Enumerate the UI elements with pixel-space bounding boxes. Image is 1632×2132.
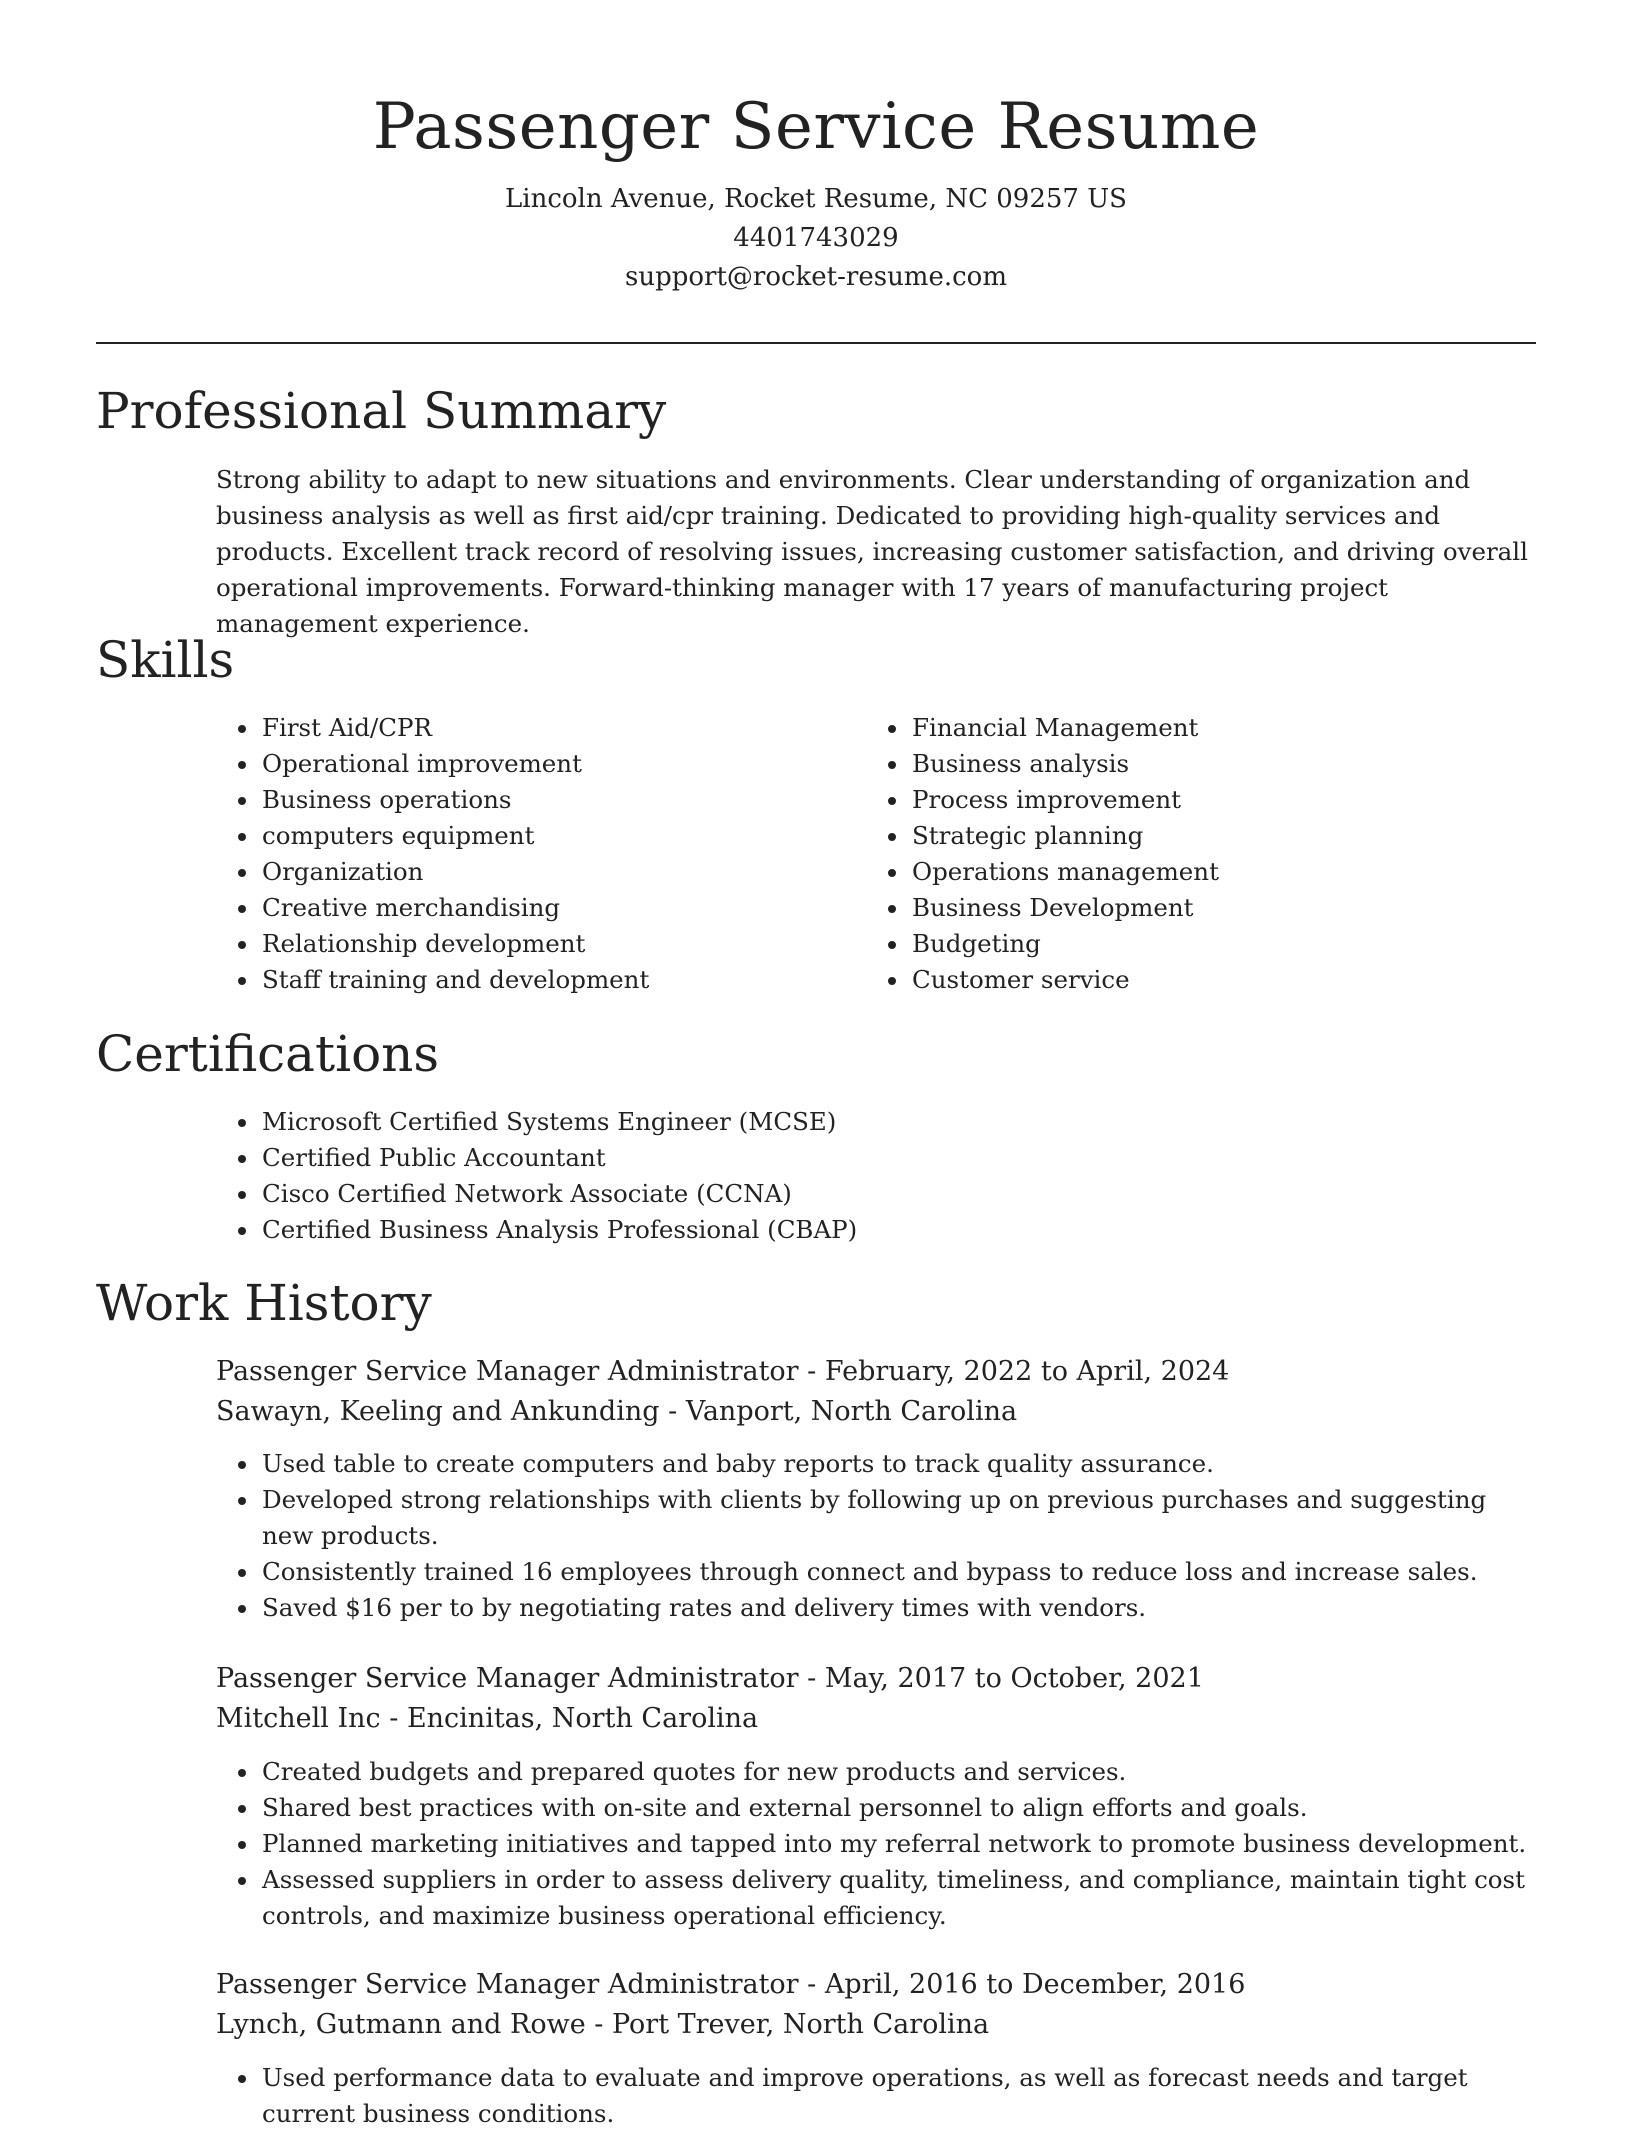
certification-item: • Certified Public Accountant	[260, 1140, 1536, 1176]
skill-item: • Relationship development	[260, 926, 820, 962]
job-bullet: • Used performance data to evaluate and improve operations, as well as forecast needs and target current business conditions.	[260, 2060, 1536, 2132]
job-bullets	[216, 1754, 1536, 1934]
skill-item: • Business Development	[910, 890, 1510, 926]
job-dates: April, 2016 to December, 2016	[824, 1969, 1246, 2000]
job-header	[216, 1352, 1536, 1432]
job-bullet: • Saved $16 per to by negotiating rates and delivery times with vendors.	[260, 1590, 1536, 1626]
certifications-list	[216, 1104, 1536, 1248]
contact-email: support@rocket-resume.com	[624, 262, 1007, 292]
skill-item: • Operations management	[910, 854, 1510, 890]
job-header	[216, 1659, 1536, 1739]
job-location: Encinitas, North Carolina	[406, 1703, 759, 1734]
job-title-line	[216, 1352, 1536, 1392]
job-dates: February, 2022 to April, 2024	[824, 1356, 1230, 1387]
job-bullet: • Developed strong relationships with clients by following up on previous purchases and suggesting new products.	[260, 1482, 1536, 1554]
skill-item: • Budgeting	[910, 926, 1510, 962]
job-bullet: • Assessed suppliers in order to assess delivery quality, timeliness, and compliance, maintain tight cost controls, and maximize business operational efficiency.	[260, 1862, 1536, 1934]
header-divider	[96, 342, 1536, 344]
skills-heading: Skills	[96, 631, 235, 689]
job-bullet: • Shared best practices with on-site and external personnel to align efforts and goals.	[260, 1790, 1536, 1826]
skill-item: • Organization	[260, 854, 820, 890]
job-dates: May, 2017 to October, 2021	[824, 1663, 1204, 1694]
work-history-heading: Work History	[96, 1274, 432, 1332]
job-company: Lynch, Gutmann and Rowe	[216, 2009, 586, 2040]
separator: -	[585, 2009, 612, 2040]
summary-heading: Professional Summary	[96, 382, 667, 440]
skill-item: • Strategic planning	[910, 818, 1510, 854]
job-company-line	[216, 1699, 1536, 1739]
separator: -	[798, 1969, 825, 2000]
certification-item: • Cisco Certified Network Associate (CCNA)	[260, 1176, 1536, 1212]
job-bullet: • Used table to create computers and baby reports to track quality assurance.	[260, 1446, 1536, 1482]
job-company-line	[216, 2005, 1536, 2045]
job-location: Vanport, North Carolina	[685, 1396, 1018, 1427]
resume-header	[0, 0, 1632, 297]
skill-item: • Customer service	[910, 962, 1510, 998]
job-title-line	[216, 1965, 1536, 2005]
contact-address: Lincoln Avenue, Rocket Resume, NC 09257 US	[505, 184, 1127, 214]
skill-item: • Creative merchandising	[260, 890, 820, 926]
job-company-line	[216, 1392, 1536, 1432]
job-header	[216, 1965, 1536, 2045]
skill-item: • computers equipment	[260, 818, 820, 854]
contact-phone: 4401743029	[733, 223, 899, 253]
job-title-line	[216, 1659, 1536, 1699]
skills-list-left	[216, 710, 820, 998]
contact-block	[0, 180, 1632, 297]
job-bullets	[216, 1446, 1536, 1626]
job-bullet: • Created budgets and prepared quotes for new products and services.	[260, 1754, 1536, 1790]
skills-list-right	[866, 710, 1510, 998]
job-company: Sawayn, Keeling and Ankunding	[216, 1396, 660, 1427]
summary-text: Strong ability to adapt to new situations and environments. Clear understanding of organization and business analysis as well as first aid/cpr training. Dedicated to providing high-quality services and products. Excellent track record of resolving issues, increasing customer satisfaction, and driving overall operational improvements. Forward-thinking manager with 17 years of manufacturing project management experience.	[216, 465, 1528, 638]
resume-title: Passenger Service Resume	[372, 90, 1260, 164]
job-company: Mitchell Inc	[216, 1703, 381, 1734]
certifications-heading: Certifications	[96, 1025, 440, 1083]
job-bullet: • Planned marketing initiatives and tapped into my referral network to promote business development.	[260, 1826, 1536, 1862]
separator: -	[659, 1396, 686, 1427]
separator: -	[380, 1703, 407, 1734]
job-location: Port Trever, North Carolina	[611, 2009, 990, 2040]
skill-item: • Staff training and development	[260, 962, 820, 998]
job-title: Passenger Service Manager Administrator	[216, 1969, 799, 2000]
job-bullets	[216, 2060, 1536, 2132]
certification-item: • Certified Business Analysis Professional (CBAP)	[260, 1212, 1536, 1248]
separator: -	[798, 1663, 825, 1694]
job-title: Passenger Service Manager Administrator	[216, 1663, 799, 1694]
skill-item: • Financial Management	[910, 710, 1510, 746]
skill-item: • Business operations	[260, 782, 820, 818]
certification-item: • Microsoft Certified Systems Engineer (MCSE)	[260, 1104, 1536, 1140]
skill-item: • Process improvement	[910, 782, 1510, 818]
skill-item: • Operational improvement	[260, 746, 820, 782]
skill-item: • Business analysis	[910, 746, 1510, 782]
job-title: Passenger Service Manager Administrator	[216, 1356, 799, 1387]
job-bullet: • Consistently trained 16 employees through connect and bypass to reduce loss and increase sales.	[260, 1554, 1536, 1590]
skill-item: • First Aid/CPR	[260, 710, 820, 746]
separator: -	[798, 1356, 825, 1387]
